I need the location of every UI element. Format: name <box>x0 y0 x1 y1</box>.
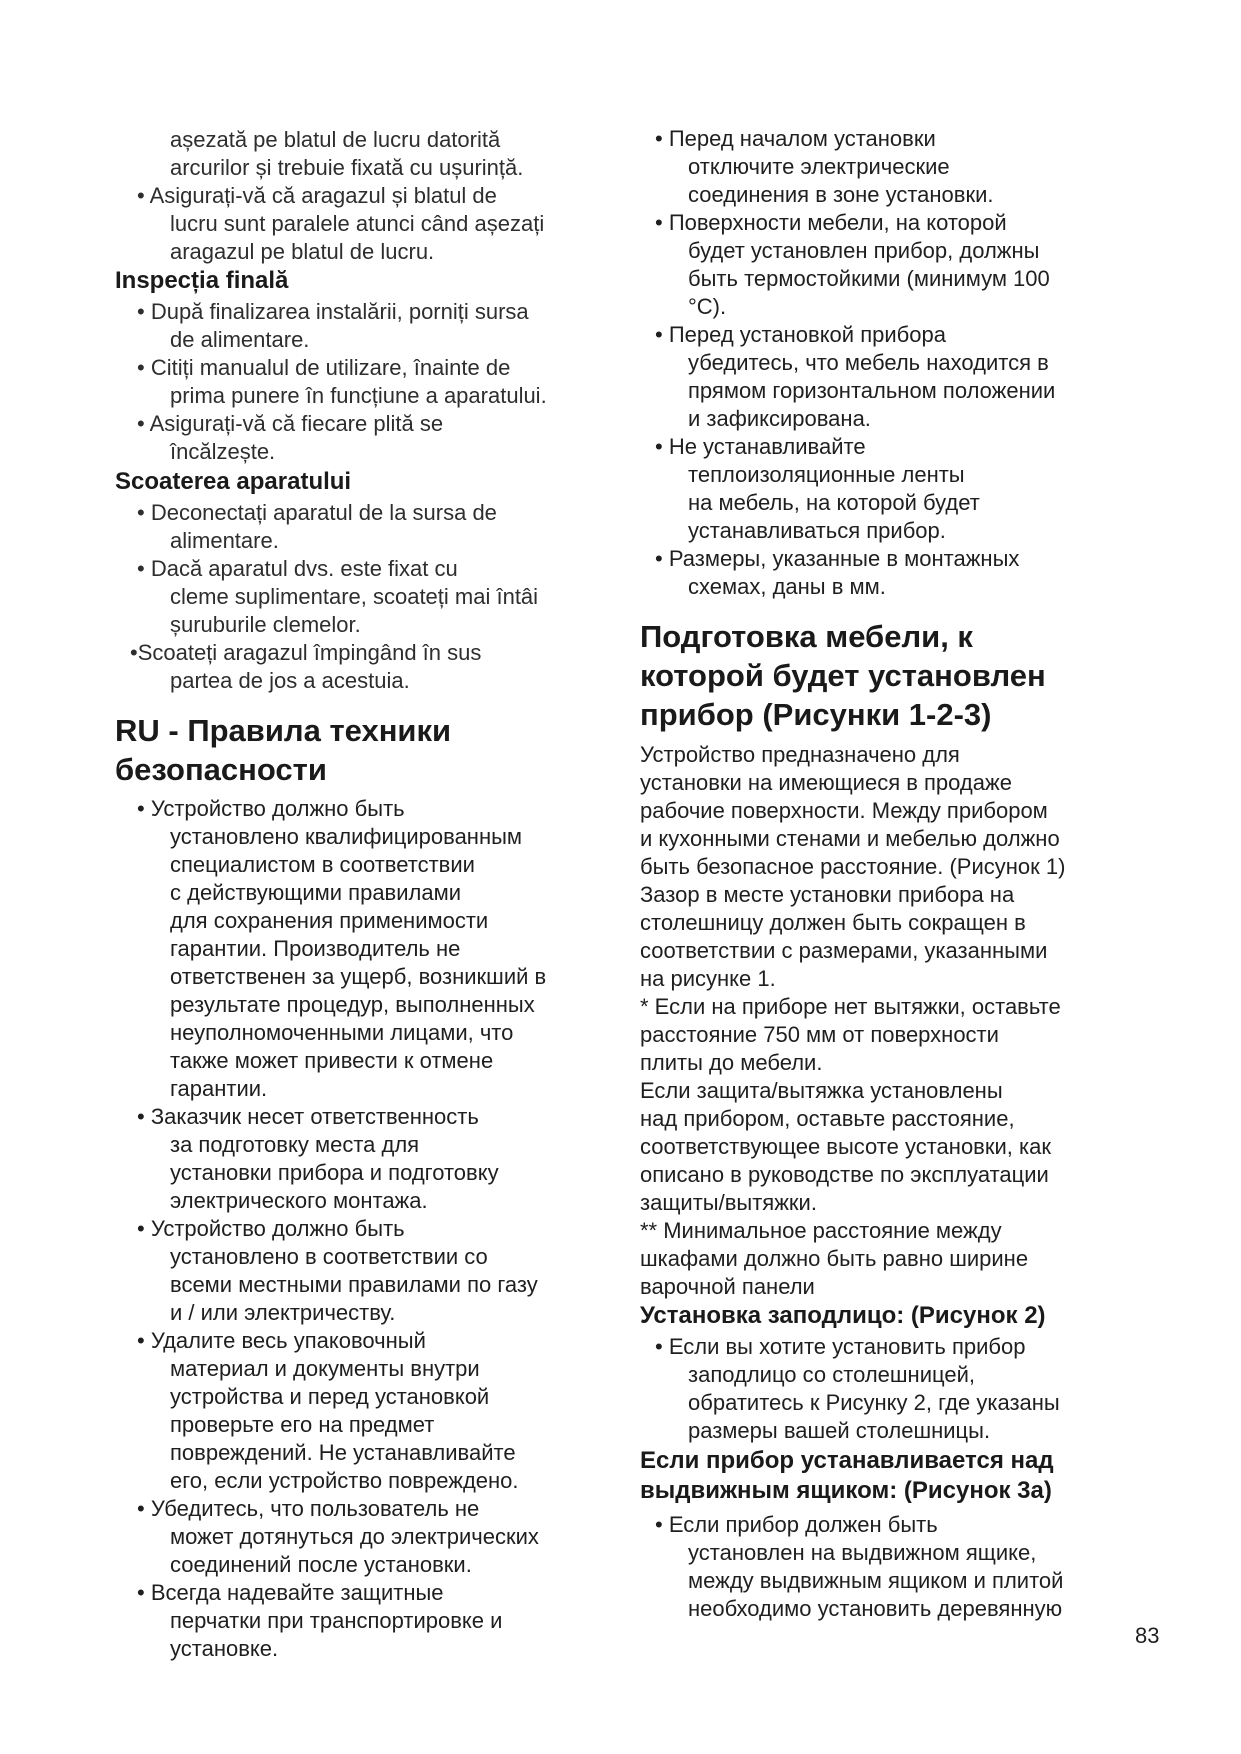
text-line: на мебель, на которой будет <box>688 490 980 515</box>
text-line: • Всегда надевайте защитные <box>137 1580 444 1605</box>
text-line: • Dacă aparatul dvs. este fixat cu <box>137 556 458 581</box>
install-bullet <box>655 321 1055 433</box>
text-line: гарантии. Производитель не <box>170 936 461 961</box>
ru-safety-bullet <box>137 795 546 1103</box>
text-line: Подготовка мебели, к <box>640 619 973 654</box>
text-line: prima punere în funcțiune a aparatului. <box>170 383 547 408</box>
drawer-install-heading <box>640 1446 1054 1506</box>
text-line: • Устройство должно быть <box>137 1216 405 1241</box>
text-line: также может привести к отмене <box>170 1048 494 1073</box>
text-line: aragazul pe blatul de lucru. <box>170 239 435 264</box>
text-line: установке. <box>170 1636 279 1661</box>
page-number: 83 <box>1135 1623 1160 1648</box>
text-line: • Deconectați aparatul de la sursa de <box>137 500 497 525</box>
text-line: его, если устройство повреждено. <box>170 1468 519 1493</box>
removal-bullet <box>130 639 481 695</box>
text-line: установлено квалифицированным <box>170 824 523 849</box>
text-line: • Устройство должно быть <box>137 796 405 821</box>
text-line: • Asigurați-vă că fiecare plită se <box>137 411 444 436</box>
text-line: °С). <box>688 294 727 319</box>
text-line: на рисунке 1. <box>640 966 776 991</box>
text-line: • Не устанавливайте <box>655 434 866 459</box>
text-line: размеры вашей столешницы. <box>688 1418 991 1443</box>
text-line: всеми местными правилами по газу <box>170 1272 538 1297</box>
install-bullet <box>655 545 1019 601</box>
text-line: установки на имеющиеся в продаже <box>640 770 1012 795</box>
text-line: столешницу должен быть сокращен в <box>640 910 1026 935</box>
text-line: защиты/вытяжки. <box>640 1190 817 1215</box>
text-line: ответственен за ущерб, возникший в <box>170 964 547 989</box>
text-line: установки прибора и подготовку <box>170 1160 499 1185</box>
text-line: • Если прибор должен быть <box>655 1512 938 1537</box>
text-line: •Scoateți aragazul împingând în sus <box>130 640 482 665</box>
furniture-prep-text <box>640 741 1065 1301</box>
text-line: и / или электричеству. <box>170 1300 396 1325</box>
text-line: результате процедур, выполненных <box>170 992 535 1017</box>
text-line: ** Минимальное расстояние между <box>640 1218 1002 1243</box>
final-inspection-bullet <box>137 354 547 410</box>
text-line: с действующими правилами <box>170 880 462 905</box>
text-line: arcurilor și trebuie fixată cu ușurință. <box>170 155 524 180</box>
text-line: плиты до мебели. <box>640 1050 823 1075</box>
text-line: шкафами должно быть равно ширине <box>640 1246 1029 1271</box>
text-line: Если прибор устанавливается над <box>640 1447 1054 1474</box>
text-line: șuruburile clemelor. <box>170 612 361 637</box>
text-line: * Если на приборе нет вытяжки, оставьте <box>640 994 1061 1019</box>
text-line: Зазор в месте установки прибора на <box>640 882 1015 907</box>
text-line: повреждений. Не устанавливайте <box>170 1440 516 1465</box>
final-inspection-bullet <box>137 298 529 354</box>
text-line: • Удалите весь упаковочный <box>137 1328 426 1353</box>
text-line: partea de jos a acestuia. <box>170 668 410 693</box>
text-line: быть безопасное расстояние. (Рисунок 1) <box>640 854 1066 879</box>
install-bullet <box>655 209 1050 321</box>
text-line: lucru sunt paralele atunci când așezați <box>170 211 545 236</box>
text-line: соединения в зоне установки. <box>688 182 994 207</box>
final-inspection-heading: Inspecția finală <box>115 267 289 294</box>
ro-intro-tail <box>170 126 523 182</box>
text-line: описано в руководстве по эксплуатации <box>640 1162 1049 1187</box>
text-line: заподлицо со столешницей, <box>688 1362 975 1387</box>
text-line: установлено в соответствии со <box>170 1244 488 1269</box>
text-line: • Убедитесь, что пользователь не <box>137 1496 480 1521</box>
text-line: установлен на выдвижном ящике, <box>688 1540 1037 1565</box>
text-line: между выдвижным ящиком и плитой <box>688 1568 1064 1593</box>
text-line: încălzește. <box>170 439 276 464</box>
text-line: așezată pe blatul de lucru datorită <box>170 127 501 152</box>
text-line: соединений после установки. <box>170 1552 472 1577</box>
text-line: быть термостойкими (минимум 100 <box>688 266 1050 291</box>
text-line: Если защита/вытяжка установлены <box>640 1078 1003 1103</box>
text-line: отключите электрические <box>688 154 950 179</box>
text-line: неуполномоченными лицами, что <box>170 1020 514 1045</box>
text-line: устройства и перед установкой <box>170 1384 490 1409</box>
text-line: • Если вы хотите установить прибор <box>655 1334 1026 1359</box>
flush-install-heading: Установка заподлицо: (Рисунок 2) <box>640 1302 1046 1329</box>
final-inspection-bullet <box>137 410 443 466</box>
text-line: выдвижным ящиком: (Рисунок 3а) <box>640 1477 1052 1504</box>
removal-bullet <box>137 499 497 555</box>
ru-safety-bullet <box>137 1103 499 1215</box>
text-line: и кухонными стенами и мебелью должно <box>640 826 1060 851</box>
text-line: alimentare. <box>170 528 279 553</box>
removal-bullet <box>137 555 538 639</box>
text-line: электрического монтажа. <box>170 1188 428 1213</box>
text-line: убедитесь, что мебель находится в <box>688 350 1049 375</box>
text-line: которой будет установлен <box>640 658 1046 693</box>
text-line: над прибором, оставьте расстояние, <box>640 1106 1015 1131</box>
text-line: • Заказчик несет ответственность <box>137 1104 479 1129</box>
text-line: • Citiți manualul de utilizare, înainte de <box>137 355 511 380</box>
text-line: обратитесь к Рисунку 2, где указаны <box>688 1390 1060 1415</box>
text-line: cleme suplimentare, scoateți mai întâi <box>170 584 539 609</box>
text-line: материал и документы внутри <box>170 1356 480 1381</box>
removal-heading: Scoaterea aparatului <box>115 468 352 495</box>
text-line: • Asigurați-vă că aragazul și blatul de <box>137 183 497 208</box>
text-line: • Перед установкой прибора <box>655 322 946 347</box>
text-line: гарантии. <box>170 1076 268 1101</box>
install-bullet <box>655 433 980 545</box>
furniture-prep-title <box>640 617 1046 734</box>
text-line: для сохранения применимости <box>170 908 489 933</box>
text-line: проверьте его на предмет <box>170 1412 435 1437</box>
text-line: может дотянуться до электрических <box>170 1524 539 1549</box>
ru-safety-title <box>115 711 451 789</box>
text-line: и зафиксирована. <box>688 406 871 431</box>
text-line: необходимо установить деревянную <box>688 1596 1063 1621</box>
ru-safety-bullet <box>137 1327 519 1495</box>
text-line: перчатки при транспортировке и <box>170 1608 503 1633</box>
text-line: рабочие поверхности. Между прибором <box>640 798 1048 823</box>
flush-install-bullet <box>655 1333 1060 1445</box>
text-line: прибор (Рисунки 1-2-3) <box>640 697 992 732</box>
text-line: • După finalizarea instalării, porniți sursa <box>137 299 529 324</box>
text-line: соответствующее высоте установки, как <box>640 1134 1051 1159</box>
text-line: прямом горизонтальном положении <box>688 378 1056 403</box>
text-line: специалистом в соответствии <box>170 852 475 877</box>
text-line: будет установлен прибор, должны <box>688 238 1040 263</box>
text-line: схемах, даны в мм. <box>688 574 886 599</box>
text-line: варочной панели <box>640 1274 815 1299</box>
text-line: RU - Правила техники <box>115 713 452 748</box>
install-bullet <box>655 125 994 209</box>
text-line: • Размеры, указанные в монтажных <box>655 546 1020 571</box>
text-line: теплоизоляционные ленты <box>688 462 965 487</box>
ru-safety-bullet <box>137 1495 539 1579</box>
ru-safety-bullet <box>137 1215 538 1327</box>
drawer-install-bullet <box>655 1511 1063 1623</box>
text-line: безопасности <box>115 752 327 787</box>
text-line: de alimentare. <box>170 327 310 352</box>
text-line: соответствии с размерами, указанными <box>640 938 1048 963</box>
text-line: • Перед началом установки <box>655 126 936 151</box>
ru-safety-bullet <box>137 1579 502 1663</box>
text-line: • Поверхности мебели, на которой <box>655 210 1007 235</box>
text-line: Устройство предназначено для <box>640 742 960 767</box>
text-line: за подготовку места для <box>170 1132 420 1157</box>
text-line: расстояние 750 мм от поверхности <box>640 1022 999 1047</box>
text-line: устанавливаться прибор. <box>688 518 946 543</box>
ro-intro-bullet <box>137 182 544 266</box>
